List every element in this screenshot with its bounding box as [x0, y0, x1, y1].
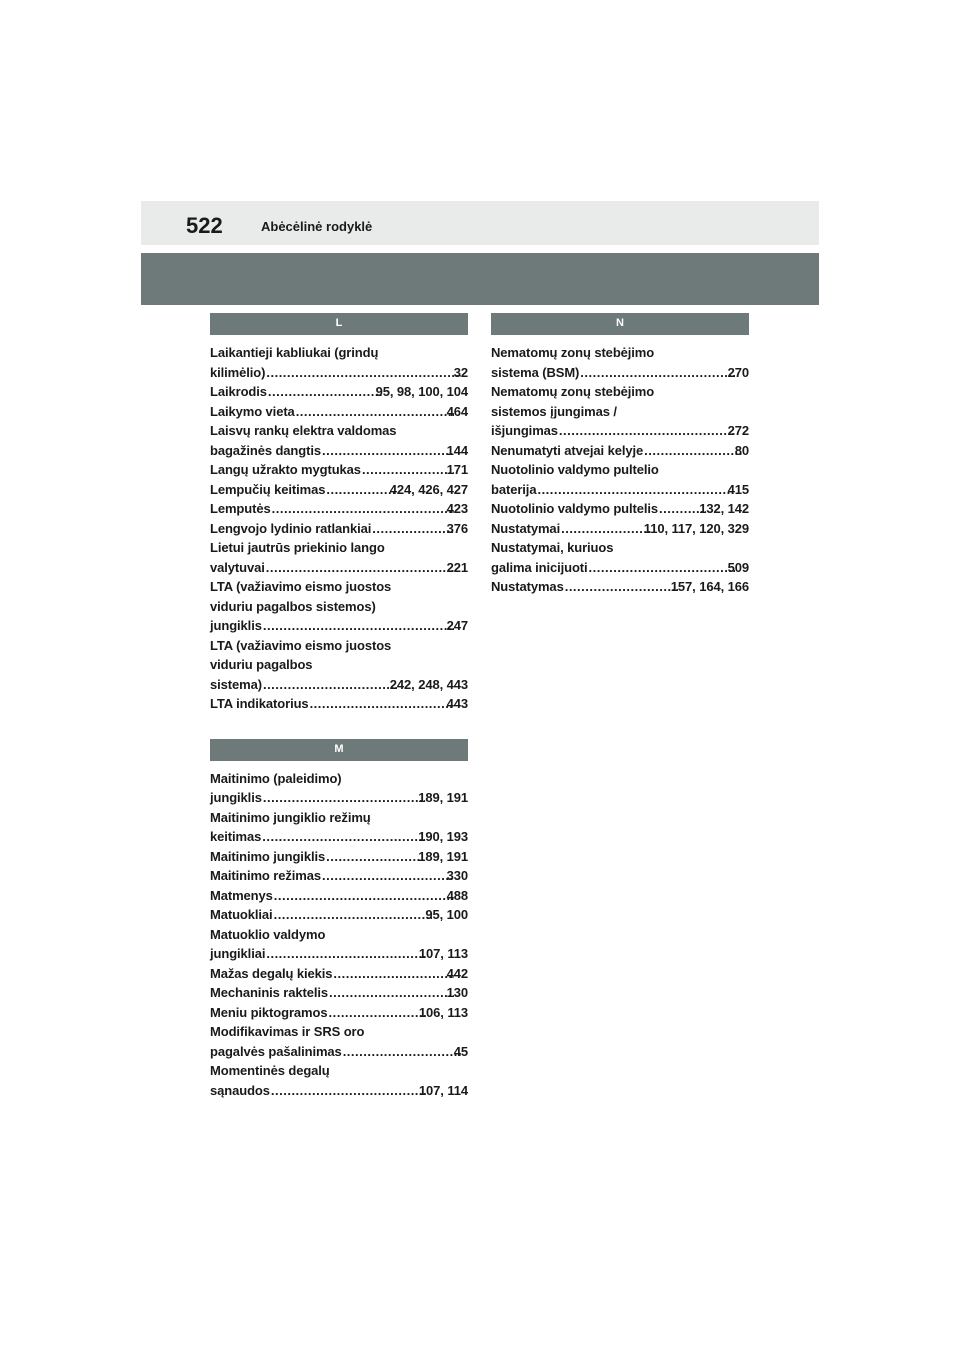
leader-dots — [589, 558, 735, 578]
index-column-right — [491, 313, 749, 597]
leader-dots — [310, 694, 454, 714]
index-entry-text: baterija — [491, 481, 537, 497]
leader-dots — [537, 480, 734, 500]
leader-dots — [561, 519, 651, 539]
index-entry-text: Laikantieji kabliukai (grindų — [210, 345, 379, 360]
index-entry — [210, 402, 468, 422]
index-entry — [210, 421, 468, 460]
index-entry-pages: 189, 191 — [418, 790, 468, 805]
index-entry-text: Matuokliai — [210, 907, 273, 922]
index-entry-text: Laisvų rankų elektra valdomas — [210, 423, 397, 438]
index-entry-text: valytuvai — [210, 559, 265, 575]
leader-dots — [263, 675, 397, 695]
index-entry-text: sąnaudos — [210, 1082, 270, 1098]
index-entry-pages: 132, 142 — [699, 501, 749, 516]
index-entry-pages: 107, 113 — [418, 946, 468, 961]
index-entry-pages: 464 — [446, 403, 468, 419]
index-entry-text: jungikliai — [210, 946, 266, 961]
index-entry-text: sistemos įjungimas / — [491, 403, 617, 419]
index-entry — [210, 866, 468, 886]
section-header-n: N — [491, 313, 749, 335]
index-entry-pages: 424, 426, 427 — [389, 481, 468, 497]
index-entry-text: Mažas degalų kiekis — [210, 965, 333, 981]
section-list-n — [491, 343, 749, 597]
leader-dots — [322, 441, 454, 461]
index-entry-text: Maitinimo jungiklio režimų — [210, 809, 371, 825]
index-entry-pages: 110, 117, 120, 329 — [643, 520, 749, 536]
index-entry — [210, 519, 468, 539]
leader-dots — [272, 499, 454, 519]
section-gap — [210, 714, 468, 739]
index-entry-pages: 272 — [727, 423, 749, 438]
index-entry-text: Nustatymas — [491, 579, 564, 594]
index-entry — [210, 538, 468, 577]
index-entry-text: Nematomų zonų stebėjimo — [491, 345, 655, 360]
index-entry — [491, 460, 749, 499]
index-entry-pages: 376 — [446, 520, 468, 536]
index-entry-text: Nuotolinio valdymo pultelis — [491, 501, 659, 516]
leader-dots — [262, 827, 425, 847]
index-entry — [210, 847, 468, 867]
leader-dots — [266, 944, 426, 964]
leader-dots — [644, 441, 742, 461]
leader-dots — [362, 460, 454, 480]
index-entry — [491, 577, 749, 597]
index-entry — [210, 925, 468, 964]
index-entry-pages: 330 — [446, 868, 468, 883]
index-entry — [210, 808, 468, 847]
index-entry-text: Mechaninis raktelis — [210, 985, 329, 1000]
index-entry-text: Langų užrakto mygtukas — [210, 462, 361, 477]
index-entry-text: kilimėlio) — [210, 364, 266, 380]
index-entry-pages: 95, 98, 100, 104 — [375, 384, 468, 399]
index-entry — [210, 577, 468, 636]
index-entry-pages: 32 — [453, 364, 468, 380]
index-entry — [491, 441, 749, 461]
leader-dots — [372, 519, 453, 539]
leader-dots — [268, 382, 383, 402]
header-bar — [141, 201, 819, 245]
index-entry — [210, 964, 468, 984]
index-entry-text: Lengvojo lydinio ratlankiai — [210, 520, 372, 536]
header-band — [141, 253, 819, 305]
index-entry-pages: 442 — [446, 965, 468, 981]
index-entry-pages: 106, 113 — [418, 1004, 468, 1020]
index-entry-pages: 95, 100 — [425, 907, 468, 922]
index-entry-pages: 45 — [453, 1043, 468, 1059]
index-entry-text: Lemputės — [210, 501, 271, 516]
index-entry — [210, 343, 468, 382]
index-entry-text: LTA (važiavimo eismo juostos — [210, 579, 392, 594]
index-entry-pages: 247 — [446, 618, 468, 633]
index-entry-text: jungiklis — [210, 790, 262, 805]
index-entry-text: Lempučių keitimas — [210, 481, 326, 497]
index-entry-text: Maitinimo režimas — [210, 868, 321, 883]
index-entry-pages: 144 — [446, 442, 468, 458]
leader-dots — [559, 421, 735, 441]
index-entry-text: jungiklis — [210, 618, 262, 633]
index-entry-pages: 423 — [446, 501, 468, 516]
index-entry-text: Nustatymai, kuriuos — [491, 540, 614, 555]
index-entry — [491, 519, 749, 539]
leader-dots — [322, 866, 454, 886]
index-entry-text: pagalvės pašalinimas — [210, 1043, 342, 1059]
index-entry-text: viduriu pagalbos sistemos) — [210, 598, 376, 614]
leader-dots — [343, 1042, 461, 1062]
leader-dots — [263, 788, 425, 808]
section-header-m: M — [210, 739, 468, 761]
leader-dots — [296, 402, 454, 422]
index-entry — [210, 1022, 468, 1061]
index-entry — [491, 538, 749, 577]
index-entry-text: keitimas — [210, 829, 262, 844]
index-entry-pages: 107, 114 — [418, 1082, 468, 1098]
index-entry-text: išjungimas — [491, 423, 558, 438]
index-entry-text: galima inicijuoti — [491, 559, 588, 575]
leader-dots — [565, 577, 678, 597]
index-entry-pages: 130 — [446, 985, 468, 1000]
index-entry-text: Maitinimo jungiklis — [210, 848, 326, 864]
index-entry-text: Momentinės degalų — [210, 1063, 330, 1078]
index-entry — [210, 886, 468, 906]
index-entry-text: Laikrodis — [210, 384, 267, 399]
leader-dots — [266, 558, 454, 578]
leader-dots — [266, 363, 460, 383]
leader-dots — [329, 983, 454, 1003]
index-entry-text: Modifikavimas ir SRS oro — [210, 1024, 365, 1039]
index-entry — [210, 1061, 468, 1100]
leader-dots — [326, 480, 396, 500]
index-entry — [210, 460, 468, 480]
index-entry-pages: 221 — [446, 559, 468, 575]
index-entry-pages: 80 — [734, 442, 749, 458]
index-entry-text: Nustatymai — [491, 520, 561, 536]
leader-dots — [274, 905, 433, 925]
index-entry-pages: 415 — [727, 481, 749, 497]
leader-dots — [328, 1003, 425, 1023]
index-entry-pages: 190, 193 — [418, 829, 468, 844]
index-entry — [210, 480, 468, 500]
section-list-l — [210, 343, 468, 714]
index-entry — [210, 636, 468, 695]
index-entry-pages: 157, 164, 166 — [670, 579, 749, 594]
index-column-left — [210, 313, 468, 1100]
leader-dots — [326, 847, 425, 867]
index-entry — [210, 499, 468, 519]
index-entry-text: Nuotolinio valdymo pultelio — [491, 462, 659, 477]
page-number: 522 — [186, 213, 223, 238]
index-entry — [210, 769, 468, 808]
leader-dots — [274, 886, 454, 906]
index-entry-text: sistema (BSM) — [491, 364, 580, 380]
index-entry-pages: 189, 191 — [418, 848, 468, 864]
index-entry-text: Matuoklio valdymo — [210, 926, 326, 942]
leader-dots — [263, 616, 454, 636]
leader-dots — [580, 363, 734, 383]
index-entry — [210, 694, 468, 714]
index-entry-text: Meniu piktogramos — [210, 1004, 328, 1020]
index-entry-text: Nenumatyti atvejai kelyje — [491, 442, 644, 458]
index-entry-pages: 443 — [446, 696, 468, 711]
index-entry-pages: 270 — [727, 364, 749, 380]
section-list-m — [210, 769, 468, 1101]
section-header-l: L — [210, 313, 468, 335]
index-entry-text: LTA indikatorius — [210, 696, 309, 711]
index-entry — [491, 343, 749, 382]
index-entry — [491, 499, 749, 519]
index-entry — [210, 983, 468, 1003]
leader-dots — [271, 1081, 426, 1101]
index-entry-text: LTA (važiavimo eismo juostos — [210, 637, 392, 653]
index-entry-pages: 171 — [446, 462, 468, 477]
index-entry-text: Laikymo vieta — [210, 403, 295, 419]
index-entry-text: Matmenys — [210, 887, 273, 903]
index-entry — [210, 905, 468, 925]
index-entry-pages: 242, 248, 443 — [389, 676, 468, 692]
index-entry-pages: 509 — [727, 559, 749, 575]
index-entry — [210, 1003, 468, 1023]
leader-dots — [333, 964, 453, 984]
index-entry-text: Lietui jautrūs priekinio lango — [210, 540, 385, 555]
index-entry-text: sistema) — [210, 676, 262, 692]
index-entry — [210, 382, 468, 402]
page-title: Abėcėlinė rodyklė — [261, 219, 373, 234]
index-entry-text: viduriu pagalbos — [210, 657, 313, 672]
index-entry-text: bagažinės dangtis — [210, 442, 321, 458]
index-entry-text: Maitinimo (paleidimo) — [210, 770, 342, 786]
index-entry-text: Nematomų zonų stebėjimo — [491, 384, 655, 399]
index-entry — [491, 382, 749, 441]
index-entry-pages: 488 — [446, 887, 468, 903]
